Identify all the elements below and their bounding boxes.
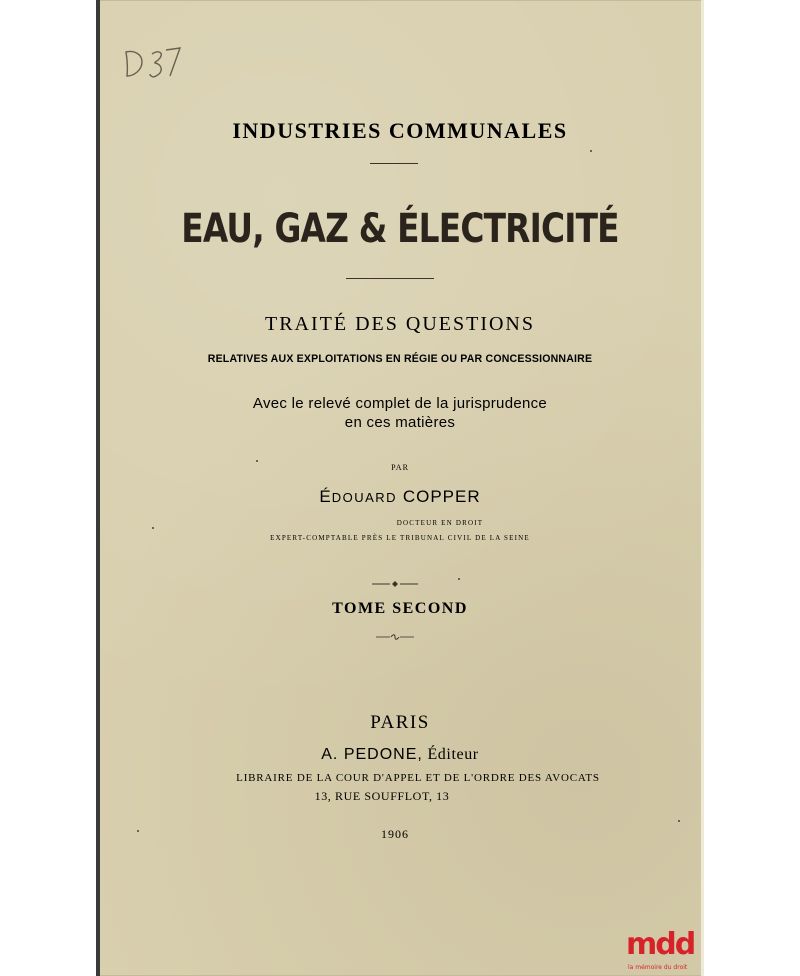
publication-year: 1906: [381, 827, 409, 841]
series-title: INDUSTRIES COMMUNALES: [232, 118, 568, 143]
logo-mark: mdd: [626, 927, 695, 962]
author-credential-2: EXPERT-COMPTABLE PRÈS LE TRIBUNAL CIVIL DE LA SEINE: [270, 534, 530, 542]
author-first-initial: É: [319, 487, 332, 506]
paper-speck: [137, 830, 139, 832]
author-last-name: COPPER: [402, 487, 481, 506]
publisher-role: Éditeur: [427, 746, 479, 763]
divider-rule: [346, 278, 434, 279]
paper-speck: [458, 578, 460, 580]
mdd-logo: [626, 927, 706, 976]
publisher: [0, 746, 800, 764]
publisher-name: A. PEDONE,: [321, 746, 423, 763]
paper-speck: [256, 460, 258, 462]
ornament-divider: [372, 580, 418, 588]
ornament-divider: [376, 633, 414, 641]
description-line-1: Avec le relevé complet de la jurisprudence: [252, 395, 548, 412]
publication-city: PARIS: [370, 712, 430, 733]
handwritten-shelf-mark: [124, 46, 184, 82]
author-first-rest: DOUARD: [331, 490, 398, 505]
by-label: PAR: [391, 463, 409, 472]
publisher-address: 13, RUE SOUFFLOT, 13: [314, 789, 450, 803]
subtitle: TRAITÉ DES QUESTIONS: [265, 313, 535, 335]
book-title: EAU, GAZ & ÉLECTRICITÉ: [181, 206, 619, 252]
author-name: [0, 487, 800, 507]
volume-label: TOME SECOND: [332, 600, 468, 617]
divider-rule: [370, 163, 418, 164]
description-line-2: en ces matières: [344, 414, 456, 431]
subtitle-detail: RELATIVES AUX EXPLOITATIONS EN RÉGIE OU PAR CONCESSIONNAIRE: [207, 353, 593, 365]
paper-speck: [590, 150, 592, 152]
paper-speck: [678, 820, 680, 822]
logo-tagline: la mémoire du droit: [628, 964, 688, 971]
author-credential-1: DOCTEUR EN DROIT: [396, 519, 484, 527]
publisher-description: LIBRAIRE DE LA COUR D'APPEL ET DE L'ORDRE DES AVOCATS: [236, 772, 600, 784]
paper-speck: [152, 527, 154, 529]
